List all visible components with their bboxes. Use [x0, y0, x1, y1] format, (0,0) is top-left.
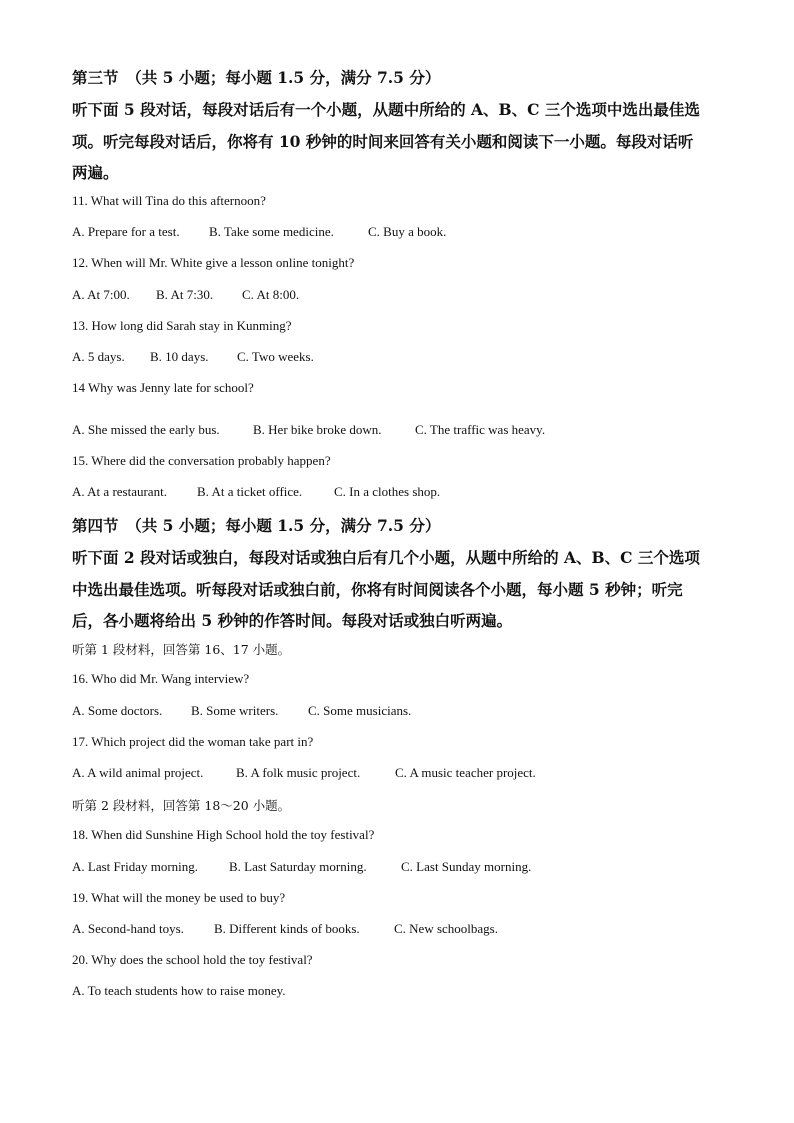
option-11-c: C. Buy a book. [368, 224, 447, 239]
option-19-c: C. New schoolbags. [394, 921, 498, 936]
question-15-options [72, 484, 440, 500]
section4-title: 第四节 （共 5 小题；每小题 1.5 分，满分 7.5 分） [72, 516, 441, 535]
question-14-options [72, 422, 545, 438]
part2-label: 听第 2 段材料，回答第 18～20 小题。 [72, 798, 291, 813]
option-15-c: C. In a clothes shop. [334, 484, 441, 499]
option-13-a: A. 5 days. [72, 349, 125, 364]
question-14: 14 Why was Jenny late for school? [72, 380, 254, 395]
option-13-c: C. Two weeks. [237, 349, 314, 364]
option-19-b: B. Different kinds of books. [214, 921, 360, 936]
option-18-a: A. Last Friday morning. [72, 859, 199, 874]
option-16-a: A. Some doctors. [72, 703, 163, 718]
option-16-b: B. Some writers. [191, 703, 279, 718]
option-12-c: C. At 8:00. [242, 287, 300, 302]
section3-title: 第三节 （共 5 小题；每小题 1.5 分，满分 7.5 分） [72, 68, 441, 87]
option-15-b: B. At a ticket office. [197, 484, 303, 499]
option-12-a: A. At 7:00. [72, 287, 130, 302]
question-18-options [72, 859, 531, 875]
section4-instruction-line-1: 听下面 2 段对话或独白，每段对话或独白后有几个小题，从题中所给的 A、B、C 三个选项 [72, 548, 700, 567]
question-18: 18. When did Sunshine High School hold the toy festival? [72, 827, 375, 842]
question-17-options [72, 765, 536, 781]
option-20-a: A. To teach students how to raise money. [72, 983, 286, 998]
option-14-c: C. The traffic was heavy. [415, 422, 546, 437]
option-14-a: A. She missed the early bus. [72, 422, 220, 437]
question-13-options [72, 349, 314, 365]
option-12-b: B. At 7:30. [156, 287, 214, 302]
question-12-options [72, 287, 299, 303]
question-20-options [72, 983, 286, 999]
question-19: 19. What will the money be used to buy? [72, 890, 286, 905]
option-18-c: C. Last Sunday morning. [401, 859, 532, 874]
option-11-b: B. Take some medicine. [209, 224, 334, 239]
option-17-c: C. A music teacher project. [395, 765, 536, 780]
question-15: 15. Where did the conversation probably happen? [72, 453, 331, 468]
question-16: 16. Who did Mr. Wang interview? [72, 671, 250, 686]
question-12: 12. When will Mr. White give a lesson online tonight? [72, 255, 355, 270]
question-17: 17. Which project did the woman take part in? [72, 734, 314, 749]
question-20: 20. Why does the school hold the toy festival? [72, 952, 313, 967]
option-17-b: B. A folk music project. [236, 765, 361, 780]
option-15-a: A. At a restaurant. [72, 484, 167, 499]
section4-instruction-line-2: 中选出最佳选项。听每段对话或独白前，你将有时间阅读各个小题，每小题 5 秒钟；听完 [72, 580, 683, 599]
option-11-a: A. Prepare for a test. [72, 224, 180, 239]
question-11: 11. What will Tina do this afternoon? [72, 193, 266, 208]
option-16-c: C. Some musicians. [308, 703, 412, 718]
section3-instruction-line-2: 项。听完每段对话后，你将有 10 秒钟的时间来回答有关小题和阅读下一小题。每段对话听 [72, 132, 694, 151]
question-11-options [72, 224, 446, 240]
question-13: 13. How long did Sarah stay in Kunming? [72, 318, 292, 333]
question-19-options [72, 921, 498, 937]
option-14-b: B. Her bike broke down. [253, 422, 382, 437]
section3-instruction-line-1: 听下面 5 段对话，每段对话后有一个小题，从题中所给的 A、B、C 三个选项中选出最佳选 [72, 100, 700, 119]
option-13-b: B. 10 days. [150, 349, 209, 364]
option-18-b: B. Last Saturday morning. [229, 859, 367, 874]
section4-instruction-line-3: 后，各小题将给出 5 秒钟的作答时间。每段对话或独白听两遍。 [72, 611, 513, 630]
section3-instruction-line-3: 两遍。 [72, 163, 119, 182]
part1-label: 听第 1 段材料，回答第 16、17 小题。 [72, 642, 291, 657]
option-19-a: A. Second-hand toys. [72, 921, 184, 936]
question-16-options [72, 703, 411, 719]
option-17-a: A. A wild animal project. [72, 765, 204, 780]
